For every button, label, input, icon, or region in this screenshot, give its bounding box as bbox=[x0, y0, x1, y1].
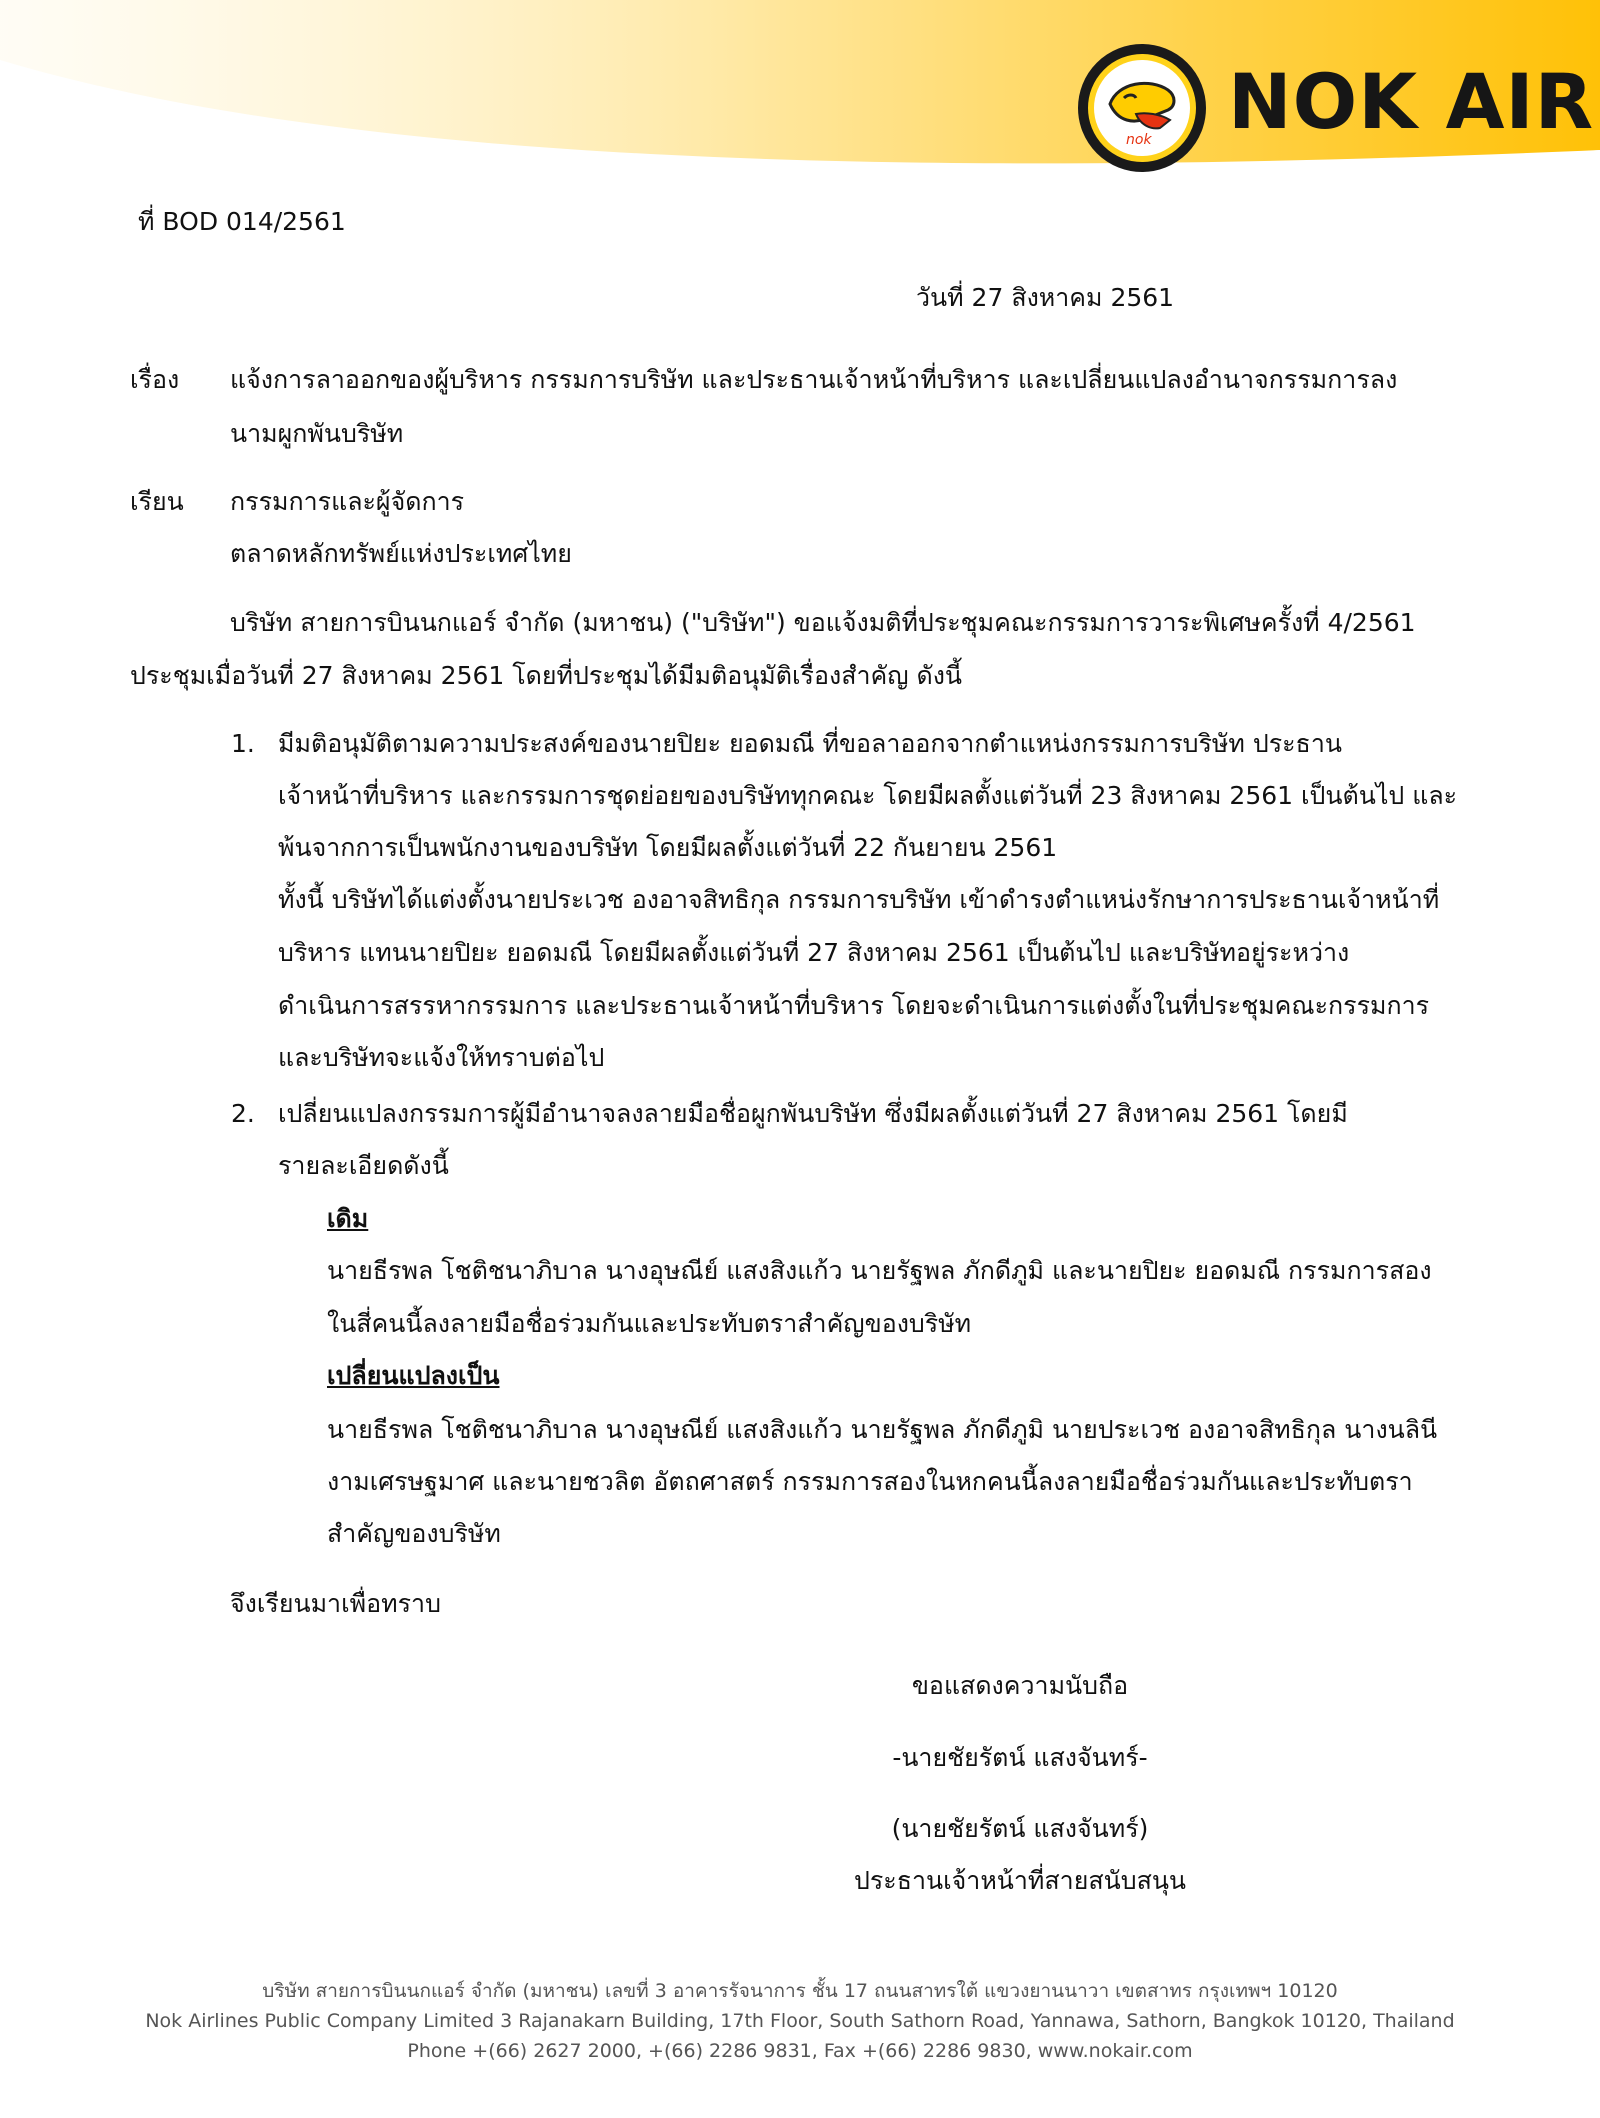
item-1-line: ทั้งนี้ บริษัทได้แต่งตั้งนายประเวช องอาจสิทธิกุล กรรมการบริษัท เข้าดำรงตำแหน่งรักษาการประธานเจ้าหน้าที่ bbox=[278, 885, 1440, 914]
footer-line-contact: Phone +(66) 2627 2000, +(66) 2286 9831, Fax +(66) 2286 9830, www.nokair.com bbox=[407, 2040, 1193, 2062]
item-1-line: พ้นจากการเป็นพนักงานของบริษัท โดยมีผลตั้งแต่วันที่ 22 กันยายน 2561 bbox=[278, 833, 1058, 862]
page-footer bbox=[0, 1976, 1600, 2066]
logo-badge-text: nok bbox=[1126, 132, 1152, 148]
recipient-label: เรียน bbox=[130, 487, 184, 516]
old-heading: เดิม bbox=[327, 1204, 369, 1233]
item-1-number: 1. bbox=[231, 729, 255, 758]
signer-name: (นายชัยรัตน์ แสงจันทร์) bbox=[891, 1814, 1149, 1843]
item-1-line: บริหาร แทนนายปิยะ ยอดมณี โดยมีผลตั้งแต่วันที่ 27 สิงหาคม 2561 เป็นต้นไป และบริษัทอยู่ระหว่าง bbox=[278, 938, 1350, 967]
intro-line-2: ประชุมเมื่อวันที่ 27 สิงหาคม 2561 โดยที่ประชุมได้มีมติอนุมัติเรื่องสำคัญ ดังนี้ bbox=[130, 661, 963, 690]
recipient-line-1: กรรมการและผู้จัดการ bbox=[230, 487, 465, 516]
subject-line-1: แจ้งการลาออกของผู้บริหาร กรรมการบริษัท และประธานเจ้าหน้าที่บริหาร และเปลี่ยนแปลงอำนาจกรรมการลง bbox=[230, 365, 1398, 394]
item-2-line: รายละเอียดดังนี้ bbox=[278, 1151, 449, 1180]
footer-line-english: Nok Airlines Public Company Limited 3 Rajanakarn Building, 17th Floor, South Sathorn Road, Yannawa, Sathorn, Bangkok 10120, Thailand bbox=[145, 2010, 1455, 2032]
item-1-line: ดำเนินการสรรหากรรมการ และประธานเจ้าหน้าที่บริหาร โดยจะดำเนินการแต่งตั้งในที่ประชุมคณะกรรมการ bbox=[278, 991, 1430, 1020]
old-line: นายธีรพล โชติชนาภิบาล นางอุษณีย์ แสงสิงแก้ว นายรัฐพล ภักดีภูมิ และนายปิยะ ยอดมณี กรรมการสอง bbox=[327, 1256, 1432, 1285]
new-heading: เปลี่ยนแปลงเป็น bbox=[327, 1361, 500, 1390]
reference-number: ที่ BOD 014/2561 bbox=[138, 207, 346, 236]
new-line: งามเศรษฐมาศ และนายชวลิต อัตถศาสตร์ กรรมการสองในหกคนนี้ลงลายมือชื่อร่วมกันและประทับตรา bbox=[327, 1467, 1413, 1496]
subject-label: เรื่อง bbox=[130, 365, 180, 394]
item-1-line: และบริษัทจะแจ้งให้ทราบต่อไป bbox=[278, 1043, 605, 1072]
bird-beak-icon bbox=[1088, 54, 1196, 162]
signature: -นายชัยรัตน์ แสงจันทร์- bbox=[892, 1743, 1148, 1772]
item-1-line: เจ้าหน้าที่บริหาร และกรรมการชุดย่อยของบริษัททุกคณะ โดยมีผลตั้งแต่วันที่ 23 สิงหาคม 2561 เป็นต้นไป และ bbox=[278, 781, 1458, 810]
new-line: นายธีรพล โชติชนาภิบาล นางอุษณีย์ แสงสิงแก้ว นายรัฐพล ภักดีภูมิ นายประเวช องอาจสิทธิกุล นางนลินี bbox=[327, 1415, 1438, 1444]
new-line: สำคัญของบริษัท bbox=[327, 1519, 501, 1548]
item-1-line: มีมติอนุมัติตามความประสงค์ของนายปิยะ ยอดมณี ที่ขอลาออกจากตำแหน่งกรรมการบริษัท ประธาน bbox=[278, 729, 1342, 758]
nok-air-logo bbox=[1078, 44, 1595, 174]
logo-wordmark: NOK AIR bbox=[1228, 57, 1595, 146]
signer-title: ประธานเจ้าหน้าที่สายสนับสนุน bbox=[853, 1866, 1187, 1895]
item-2-number: 2. bbox=[231, 1099, 255, 1128]
subject-line-2: นามผูกพันบริษัท bbox=[230, 419, 404, 448]
letter-date: วันที่ 27 สิงหาคม 2561 bbox=[916, 283, 1175, 312]
item-2-line: เปลี่ยนแปลงกรรมการผู้มีอำนาจลงลายมือชื่อผูกพันบริษัท ซึ่งมีผลตั้งแต่วันที่ 27 สิงหาคม 2561 โดยมี bbox=[278, 1099, 1348, 1128]
regards: ขอแสดงความนับถือ bbox=[911, 1671, 1129, 1700]
footer-line-thai: บริษัท สายการบินนกแอร์ จำกัด (มหาชน) เลขที่ 3 อาคารรัจนาการ ชั้น 17 ถนนสาทรใต้ แขวงยานนาวา เขตสาทร กรุงเทพฯ 10120 bbox=[262, 1980, 1338, 2002]
logo-badge bbox=[1078, 44, 1206, 172]
closing-line: จึงเรียนมาเพื่อทราบ bbox=[230, 1589, 441, 1618]
recipient-line-2: ตลาดหลักทรัพย์แห่งประเทศไทย bbox=[230, 539, 572, 568]
old-line: ในสี่คนนี้ลงลายมือชื่อร่วมกันและประทับตราสำคัญของบริษัท bbox=[327, 1309, 972, 1338]
intro-line-1: บริษัท สายการบินนกแอร์ จำกัด (มหาชน) ("บริษัท") ขอแจ้งมติที่ประชุมคณะกรรมการวาระพิเศษครั้งที่ 4/2561 bbox=[230, 608, 1416, 637]
